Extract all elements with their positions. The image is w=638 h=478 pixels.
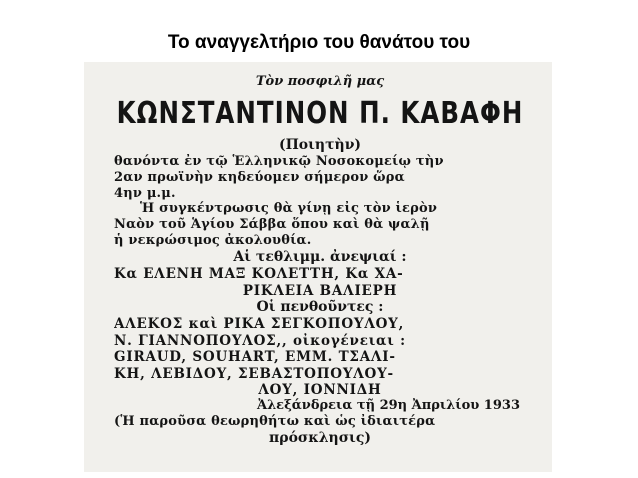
notice-line: ΚΗ, ΛΕΒΙΔΟΥ, ΣΕΒΑΣΤΟΠΟΥΛΟΥ- [114, 365, 394, 382]
deceased-name: ΚΩΝΣΤΑΝΤΙΝΟΝ Π. ΚΑΒΑΦΗ [116, 96, 524, 131]
notice-intro: Τὸν ποσφιλῆ μας [255, 74, 385, 89]
notice-line: Ἡ συγκέντρωσις θὰ γίνῃ εἰς τὸν ἱερὸν [140, 201, 438, 217]
notice-line: Κα ΕΛΕΝΗ ΜΑΞ ΚΟΛΕΤΤΗ, Κα ΧΑ- [114, 266, 404, 283]
slide-title: Το αναγγελτήριο του θανάτου του [167, 32, 471, 53]
notice-line: 2αν πρωϊνὴν κηδεύομεν σήμερον ὥρα [114, 169, 405, 185]
notice-line: ἡ νεκρώσιμος ἀκολουθία. [114, 233, 312, 249]
deceased-role: (Ποιητὴν) [278, 136, 362, 153]
notice-line: θανόντα ἐν τῷ Ἑλληνικῷ Νοσοκομείῳ τὴν [114, 153, 444, 169]
notice-line: Ναὸν τοῦ Ἁγίου Σάββα ὅπου καὶ θὰ ψαλῇ [114, 217, 430, 233]
notice-line: ΑΛΕΚΟΣ καὶ ΡΙΚΑ ΣΕΓΚΟΠΟΥΛΟΥ, [114, 316, 405, 333]
notice-line: ΛΟΥ, ΙΟΝΝΙΔΗ [258, 382, 382, 398]
notice-line: ΡΙΚΛΕΙΑ ΒΑΛΙΕΡΗ [242, 282, 398, 299]
notice-line: Οἱ πενθοῦντες : [256, 299, 384, 316]
notice-line: Ἀλεξάνδρεια τῇ 29η Ἀπριλίου 1933 [256, 398, 520, 414]
notice-line: GIRAUD, SOUHART, EMM. ΤΣΑΛΙ- [114, 349, 396, 366]
death-notice-scan [84, 62, 552, 472]
notice-line: Ν. ΓΙΑΝΝΟΠΟΥΛΟΣ,, οἰκογένειαι : [114, 332, 406, 349]
notice-line: 4ην μ.μ. [114, 185, 176, 201]
notice-line: (Ἡ παροῦσα θεωρηθήτω καὶ ὡς ἰδιαιτέρα [114, 414, 436, 430]
notice-line: Αἱ τεθλιμμ. ἀνεψιαί : [233, 249, 407, 266]
notice-line: πρόσκλησις) [269, 430, 371, 447]
